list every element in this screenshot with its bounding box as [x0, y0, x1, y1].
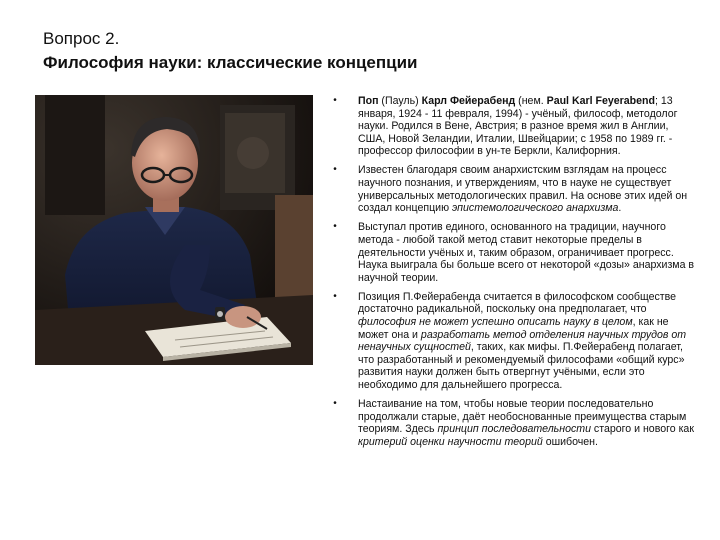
slide-subtitle: Философия науки: классические концепции — [43, 53, 418, 72]
slide-title: Вопрос 2. — [43, 29, 120, 48]
name-mid: (Пауль) — [378, 95, 422, 107]
bullet-italic: критерий оценки научности теорий — [358, 435, 543, 448]
portrait-illustration — [35, 95, 313, 365]
bullet-text: Известен благодаря своим анархистским взглядам на процесс научного познания, и утверждениям, что в науке не существует универсальных методологических правил. На основе этих идей он создал концепцию — [358, 164, 688, 215]
slide-header — [43, 27, 683, 75]
bullet-italic: разработать метод отделения научных трудов от ненаучных сущностей — [358, 328, 687, 354]
list-item — [330, 221, 695, 284]
list-item — [330, 95, 695, 158]
bullet-text: ошибочен. — [542, 435, 598, 448]
bullet-marker: • — [333, 398, 337, 410]
bullet-text: , таких, как мифы. П.Фейерабенд полагает, что разработанный и рекомендуемый философами «общий курс» развития науки должен быть отвергнут учёными, если это необходимо для дальнейшего прогресса. — [358, 341, 685, 391]
bullet-list — [330, 95, 695, 455]
bullet-marker: • — [333, 290, 337, 302]
latin-prefix: (нем. — [515, 95, 547, 107]
bullet-text: Настаивание на том, чтобы новые теории последовательно продолжали старые, даёт необоснованные преимущества старым теориям. Здесь — [358, 398, 687, 436]
latin-name: Paul Karl Feyerabend — [546, 95, 655, 107]
bullet-italic: принцип последовательности — [437, 423, 591, 436]
bio-text: ; 13 января, 1924 - 11 февраля, 1994) - учёный, философ, методолог науки. Родился в Вене, Австрия; в разное время жил в Англии, США, Новой Зеландии, Италии, Швейцарии; с 1958 по 1989 гг. - профессор философии в ун-те Беркли, Калифорния. — [358, 95, 678, 158]
list-item — [330, 164, 695, 214]
portrait-photo — [35, 95, 313, 365]
name-bold-2: Карл Фейерабенд — [421, 95, 516, 107]
bullet-text: старого и нового как — [590, 423, 694, 436]
list-item — [330, 398, 695, 448]
bullet-marker: • — [333, 95, 337, 106]
name-bold: Поп — [358, 95, 379, 107]
bullet-italic: философия не может успешно описать науку в целом — [358, 316, 633, 328]
list-item — [330, 291, 695, 392]
bullet-italic: эпистемологического анархизма — [451, 202, 619, 215]
bullet-text: Выступал против единого, основанного на традиции, научного метода - любой такой метод ставит некоторые пределы в деятельности учёных и, таким образом, ограничивает прогресс. Наука выиграла бы больше всего от некоторой «дозы» анархизма в научной теории. — [358, 221, 695, 284]
bullet-text: Позиция П.Фейерабенда считается в философском сообществе достаточно радикальной, поскольку она предполагает, что — [358, 290, 677, 316]
bullet-marker: • — [333, 164, 337, 176]
bullet-marker: • — [333, 221, 337, 233]
bullet-text: , как не может она и — [358, 316, 669, 341]
bullet-end: . — [618, 202, 622, 215]
